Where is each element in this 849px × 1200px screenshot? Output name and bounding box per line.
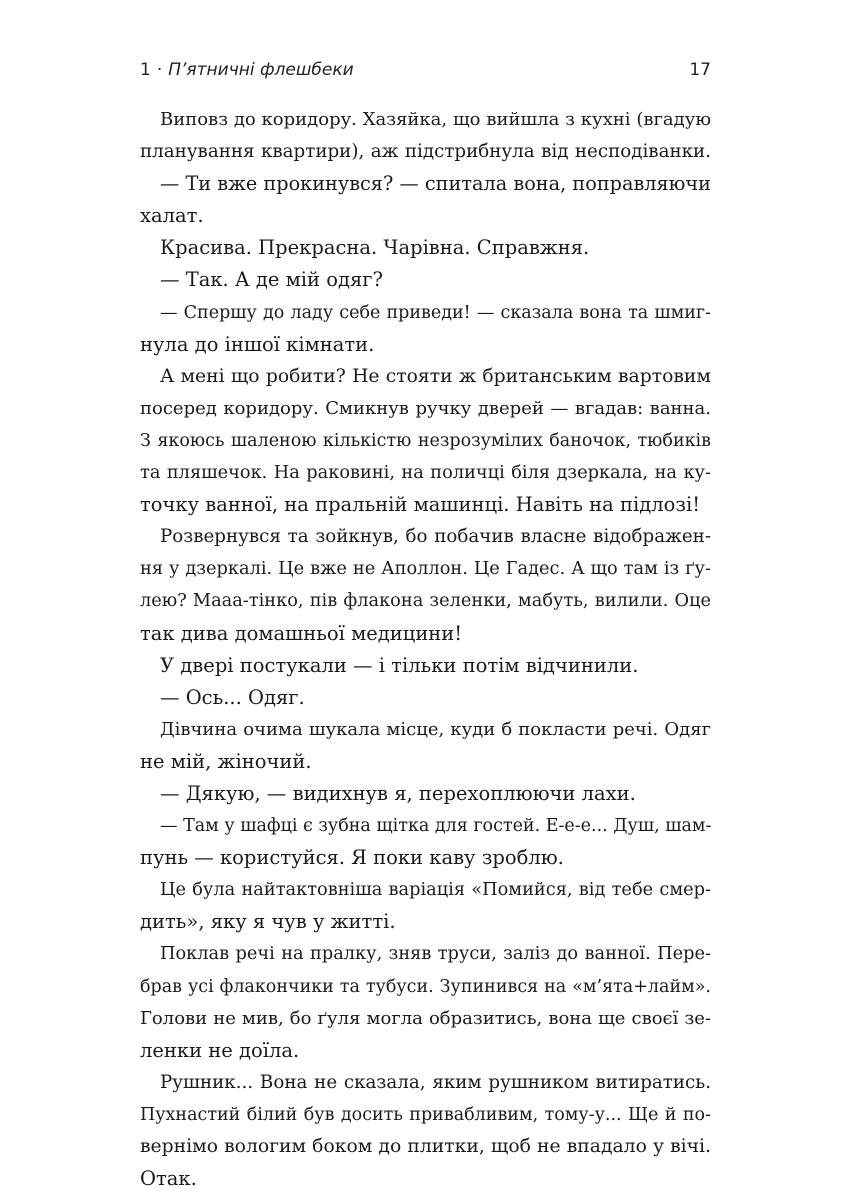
header-separator: · bbox=[156, 60, 163, 80]
chapter-header bbox=[140, 60, 354, 80]
text-line: — Дякую, — видихнув я, перехоплюючи лахи. bbox=[160, 781, 636, 805]
text-line: планування квартири), аж підстрибнула від несподіванки. bbox=[140, 141, 711, 163]
text-line: Виповз до коридору. Хазяйка, що вийшла з кухні (вгадую bbox=[160, 109, 711, 130]
text-line: та пляшечок. На раковині, на поличці біля дзеркала, на ку- bbox=[140, 463, 711, 484]
chapter-number: 1 bbox=[140, 60, 151, 80]
text-line: не мій, жіночий. bbox=[140, 749, 312, 773]
text-line: — Спершу до ладу себе приведи! — сказала вона та шмиг- bbox=[160, 302, 711, 323]
text-line: лею? Мааа-тінко, пів флакона зеленки, мабуть, вилили. Оце bbox=[140, 591, 711, 612]
text-line: З якоюсь шаленою кількістю незрозумілих баночок, тюбиків bbox=[140, 430, 711, 451]
text-line: Пухнастий білий був досить привабливим, тому-у... Ще й по- bbox=[140, 1104, 711, 1125]
text-line: Дівчина очима шукала місце, куди б покласти речі. Одяг bbox=[160, 718, 711, 740]
text-line: дить», яку я чув у житті. bbox=[140, 910, 396, 934]
text-line: Рушник... Вона не сказала, яким рушником витиратись. bbox=[160, 1071, 711, 1093]
text-line: посеред коридору. Смикнув ручку дверей — вгадав: ванна. bbox=[140, 397, 711, 419]
text-line: — Ти вже прокинувся? — спитала вона, поправляючи bbox=[160, 172, 711, 196]
text-line: Отак. bbox=[140, 1167, 197, 1191]
text-line: — Ось... Одяг. bbox=[160, 685, 305, 709]
text-line: Розвернувся та зойкнув, бо побачив власне відображен- bbox=[160, 526, 711, 548]
text-line: вернімо вологим боком до плитки, щоб не впадало у вічі. bbox=[140, 1136, 711, 1157]
body-text bbox=[140, 104, 711, 1195]
running-header bbox=[140, 60, 711, 90]
text-line: брав усі флакончики та тубуси. Зупинився на «м’ята+лайм». bbox=[140, 976, 711, 997]
text-line: А мені що робити? Не стояти ж британським вартовим bbox=[160, 365, 711, 387]
text-line: — Там у шафці є зубна щітка для гостей. Е-е-е... Душ, шам- bbox=[160, 816, 711, 837]
text-line: так дива домашньої медицини! bbox=[140, 621, 463, 645]
text-line: — Так. А де мій одяг? bbox=[160, 268, 383, 292]
chapter-title: П’ятничні флешбеки bbox=[168, 60, 354, 80]
text-line: ленки не доїла. bbox=[140, 1038, 300, 1062]
text-line: У двері постукали — і тільки потім відчинили. bbox=[160, 653, 639, 677]
page-number: 17 bbox=[689, 60, 711, 80]
text-line: пунь — користуйся. Я поки каву зроблю. bbox=[140, 846, 564, 870]
text-line: ня у дзеркалі. Це вже не Аполлон. Це Гадес. А що там із ґу- bbox=[140, 559, 711, 580]
text-line: Красива. Прекрасна. Чарівна. Справжня. bbox=[160, 236, 590, 260]
text-line: Це була найтактовніша варіація «Помийся, від тебе смер- bbox=[160, 880, 711, 901]
text-line: халат. bbox=[140, 204, 204, 228]
text-line: Поклав речі на пралку, зняв труси, заліз до ванної. Пере- bbox=[160, 944, 711, 965]
text-line: нула до іншої кімнати. bbox=[140, 332, 375, 356]
text-line: точку ванної, на пральній машинці. Навіть на підлозі! bbox=[140, 493, 701, 517]
text-line: Голови не мив, бо ґуля могла образитись, вона ще своєї зе- bbox=[140, 1007, 711, 1029]
